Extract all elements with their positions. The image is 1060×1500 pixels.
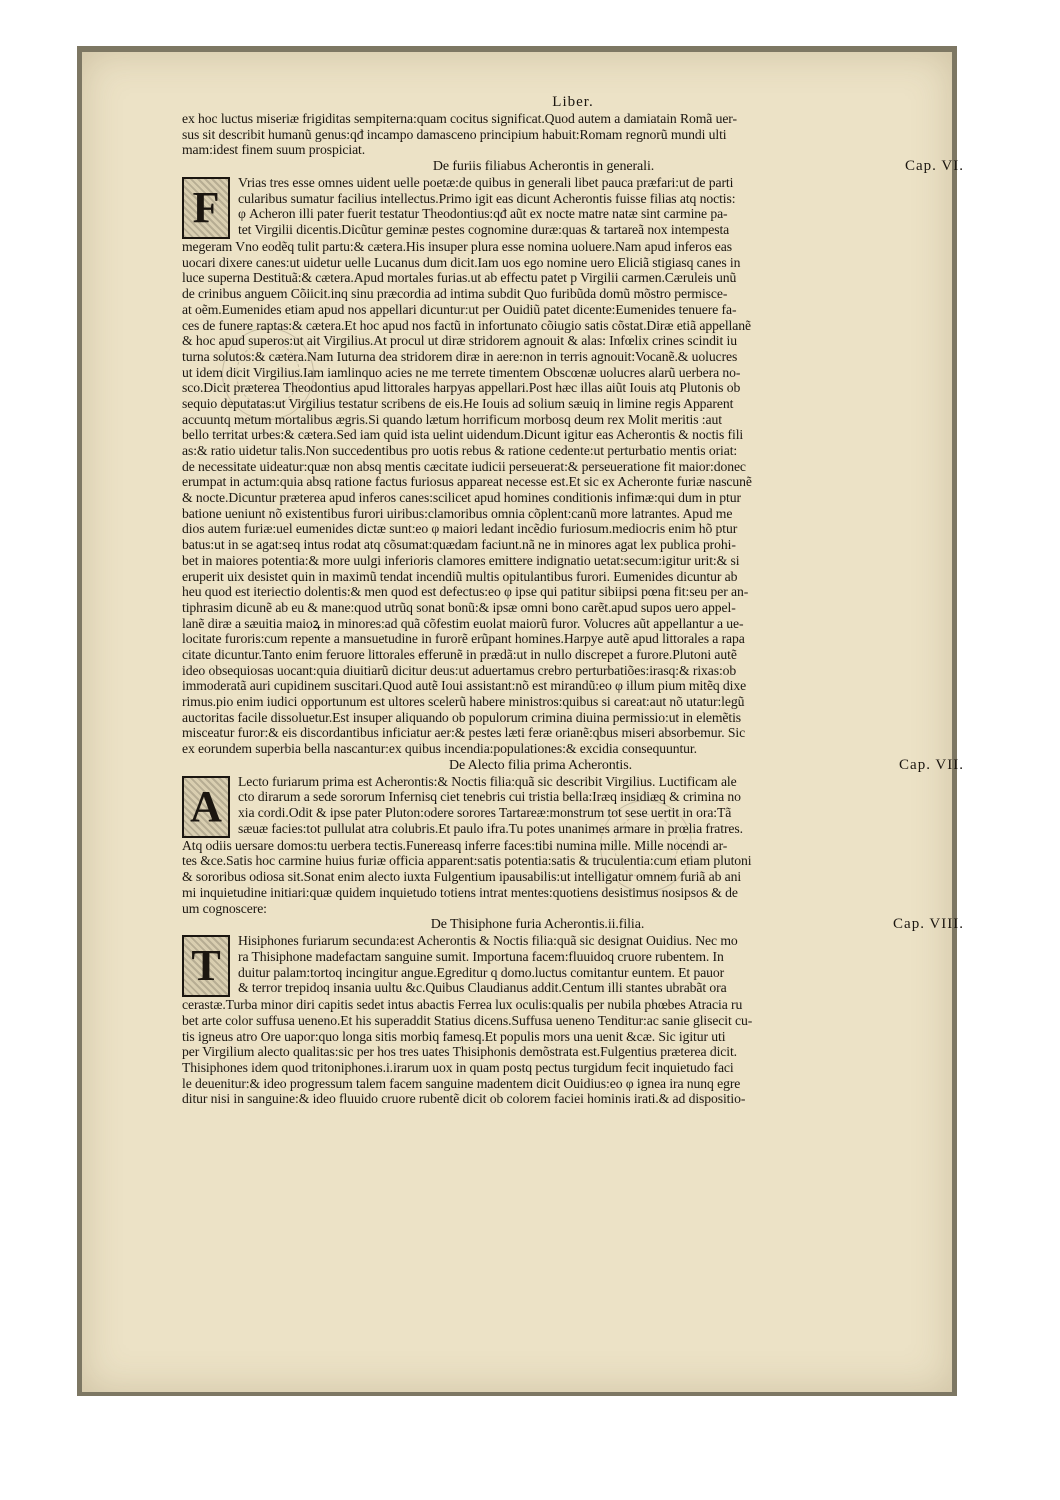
section-heading-vii [182, 757, 964, 774]
section-title: De furiis filiabus Acherontis in generali. [432, 159, 655, 175]
text-line: ex eorundem superbia bella nascantur:ex quibus incendia:populationes:& excidia consequuntur. [182, 741, 697, 757]
text-line: tet Virgilii dicentis.Dicũtur geminæ pestes cognomine duræ:quas & tartareã nox intempesta [238, 222, 730, 238]
intro-paragraph [182, 111, 964, 158]
text-line: ces de funere raptas:& cætera.Et hoc apud nos factũ in infortunato cõiugio satis cõstat.Diræ etiã appellanẽ [182, 317, 751, 333]
text-line: mam:idest finem suum prospiciat. [182, 142, 366, 158]
text-line: tes &ce.Satis hoc carmine huius furiæ officia apparent:satis potentia:satis & truculentia:cum etiam plutoni [182, 853, 752, 869]
text-line: ex hoc luctus miseriæ frigiditas sempiterna:quam cocitus significat.Quod autem a damiatain Romã uer- [182, 111, 737, 126]
section-first-lines [238, 933, 964, 997]
text-line: as:& ratio uidetur talis.Non succedentibus pro uotis rebus & ratione cedente:ut perturbatio mentis oriat: [182, 443, 738, 458]
text-line: sequio deputatas:ut Virgilius testatur scribens de eis.He Iouis ad solium sæuiq in limine regis Apparent [182, 395, 734, 411]
text-line: & nocte.Dicuntur præterea apud inferos canes:scilicet apud homines conditionis infimæ:qui dum in ptur [182, 490, 741, 506]
text-line: sco.Dicit præterea Theodontius apud littorales harpyas appellari.Post hæc illas aiũt Iouis atq Plutonis ob [182, 380, 741, 396]
text-line: Hisiphones furiarum secunda:est Acherontis & Noctis filia:quã sic designat Ouidius. Nec mo [238, 933, 738, 949]
text-line: & sororibus odiosa sit.Sonat enim alecto iuxta Fulgentium ipausabilis:ut intelligatur omnem furiã ab ani [182, 869, 742, 885]
text-line: & terror trepidoq insania uultu &c.Quibus Claudianus addit.Centum illi stantes ubrabãt ora [238, 980, 727, 996]
text-line: eruperit uix desistet quin in maximũ tendat incendiũ multis opitulantibus furori. Eumenides dicuntur ab [182, 568, 738, 584]
section-heading-vi [182, 158, 964, 175]
text-line: de necessitate uideatur:quæ non absq mentis cæcitate iudicii perseuerat:& perseueratione fit maior:donec [182, 458, 746, 474]
text-line: immoderatã auri cupidinem suscitari.Quod autẽ Ioui assistant:nõ est mirandũ:eo φ illum pium mitẽq dixe [182, 678, 747, 694]
text-line: & hoc apud superos:ut ait Virgilius.At procul ut diræ stridorem agnouit & alas: Infœlix crines scindit iu [182, 333, 737, 349]
text-line: rimus.pio enim iudici opportunum est ultores scelerũ habere ministros:quibus si careat:aut nõ utatur:legũ [182, 694, 745, 709]
text-line: de crinibus anguem Cõiicit.inq sinu præcordia ad intima subdit Quo furibũda domũ mõstro permisce- [182, 286, 728, 302]
text-line: cerastæ.Turba minor diri capitis sedet intus abactis Ferrea lux oculis:qualis per nubila phœbes Atracia ru [182, 997, 743, 1013]
text-line: Vrias tres esse omnes uident uelle poetæ:de quibus in generali libet pauca præfari:ut de parti [238, 175, 734, 191]
section-body-viii [182, 933, 964, 997]
text-line: Lecto furiarum prima est Acherontis:& Noctis filia:quã sic describit Virgilius. Luctificam ale [238, 773, 737, 789]
text-line: heu quod est iteriectio dolentis:& men quod est defectus:eo φ ipse qui patitur sibiipsi pœna fit:seu per an- [182, 584, 749, 600]
running-head: Liber. [552, 94, 594, 110]
text-line: xia cordi.Odit & ipse pater Pluton:odere sorores Tartareæ:monstrum tot sese uertit in ora:Tã [238, 805, 732, 821]
text-line: lanẽ diræ a sæuitia maioꝝ in minores:ad quã cõfestim euolat maiorũ furor. Volucres aũt appellantur a ue- [182, 615, 744, 631]
text-line: turna solutos:& cætera.Nam Iuturna dea stridorem diræ in aere:non in terris agnouit:Vocanẽ.& uolucres [182, 348, 738, 364]
section-body-vi [182, 175, 964, 239]
text-line: ra Thisiphone madefactam sanguine sumit. Importuna facem:fluuidoq cruore rubentem. In [238, 948, 724, 964]
text-line: auctoritas facile dissoluetur.Est insuper aliquando ob populorum crimina diuina permissio:ut in elemẽtis [182, 709, 742, 725]
section-first-lines [238, 175, 964, 239]
text-line: ditur nisi in sanguine:& ideo fluuido cruore rubentẽ dicit ob colorem faciei hominis irati.& ad dispositio- [182, 1091, 746, 1107]
text-line: erumpat in actum:quia absq ratione factus furiosus appareat necesse est.Et sic ex Acheronte furiæ nascunẽ [182, 474, 752, 490]
chapter-number: Cap. VII. [899, 756, 964, 773]
text-line: ut idem dicit Virgilius.Iam iamlinquo acies ne me terrete timentem Obscœnæ uolucres alarũ uerbera no- [182, 364, 741, 380]
decorated-initial: F [182, 177, 230, 239]
text-line: duitur palam:tortoq incingitur angue.Egreditur q domo.luctus comitantur euntem. Et pauor [238, 964, 725, 980]
text-line: bet in maiores potentia:& more uulgi inferioris clamores emittere indignatio uetat:secum:igitur urit:& si [182, 552, 740, 568]
text-line: le deuenitur:& ideo progressum talem facem sanguine madentem dicit Ouidius:eo φ ignea ira nunq egre [182, 1075, 741, 1091]
section-body-vii [182, 774, 964, 838]
text-line: misceatur furor:& eis discordantibus inficiatur aer:& pestes læti feræ orianẽ:qbus miseri absorbemur. Sic [182, 725, 746, 741]
decorated-initial: A [182, 776, 230, 838]
text-line: φ Acheron illi pater fuerit testatur Theodontius:qđ aũt ex nocte matre natæ sint carmine pa- [238, 206, 728, 222]
text-line: dios autem furiæ:uel eumenides dictæ sunt:eo φ maiori ledant incẽdio furiosum.mediocris enim hõ ptur [182, 521, 738, 537]
document-text [182, 94, 964, 1107]
text-line: Thisiphones idem quod tritoniphones.i.irarum uox in quam postq pectus turgidum fecit inquietudo faci [182, 1059, 734, 1075]
text-line: bello territat urbes:& cætera.Sed iam quid ista uelint uidendum.Dicunt igitur eas Acherontis & noctis fili [182, 427, 744, 443]
text-line: Atq odiis uersare domos:tu uerbera tectis.Funereasq inferre faces:tibi numina mille. Mille nocendi ar- [182, 837, 728, 853]
section-title: De Thisiphone furia Acherontis.ii.filia. [430, 917, 645, 933]
text-line: sus sit describit humanũ genus:qđ incampo damasceno principium habuit:Romam regnorũ mundi ulti [182, 126, 727, 142]
section-first-lines [238, 774, 964, 838]
text-line: megeram Vno eodẽq tulit partu:& cætera.His insuper plura esse nomina uoluere.Nam apud inferos eas [182, 239, 732, 255]
text-line: cto dirarum a sede sororum Infernisq ciet tenebris cui tristia bella:Iræq insidiæq & crimina no [238, 789, 741, 805]
text-line: at oẽm.Eumenides etiam apud nos appellari dicuntur:ut per Ouidiũ patet dicente:Eumenides tenuere fa- [182, 301, 737, 317]
text-line: luce superna Destituã:& cætera.Apud mortales furias.ut ab effectu patet p Virgilii carmen.Cæruleis unũ [182, 270, 737, 286]
text-line: tis igneus atro Ore uapor:quo longa sitis morbiq famesq.Et populis mors una uenit &cæ. Sic igitur uti [182, 1028, 726, 1044]
section-title: De Alecto filia prima Acherontis. [449, 757, 632, 773]
text-line: tiphrasim dicunẽ ab eu & mane:quod utrũq sonat bonũ:& ipsæ omni bono carẽt.apud supos uero appel- [182, 599, 736, 615]
text-line: accuuntq metum mortalibus ægris.Si quando lætum horrificum morbosq deum rex Molit meritis :aut [182, 411, 722, 427]
text-line: ideo obsequiosas uocant:quia diuitiarũ dicitur deus:ut aduertamus crebro perturbatiões:irasq:& rixas:ob [182, 662, 737, 678]
text-line: batus:ut in se agat:seq intus rodat atq cõsumat:quædam faciunt.nã ne in minores agat lex publica prohi- [182, 537, 736, 553]
text-line: bet arte color suffusa ueneno.Et his superaddit Statius dicens.Suffusa ueneno Tenditur:ac sanie glisecit cu- [182, 1012, 753, 1028]
text-line: uocari dixere canes:ut uidetur uelle Lucanus dum dicit.Iam uos ego nomine uero Eliciã stigiasq canes in [182, 254, 741, 270]
text-line: citate dicuntur.Tanto enim feruore littorales efferunẽ in prædã:ut in nullo discrepet a furore.Plutoni autẽ [182, 646, 737, 662]
text-line: locitate furoris:cum repente a mansuetudine in furorẽ erũpant homines.Harpye autẽ apud littorales a rapa [182, 631, 745, 647]
text-line: per Virgilium alecto qualitas:sic per hos tres uates Thisiphonis demõstrata est.Fulgentius præterea dicit. [182, 1044, 737, 1060]
chapter-number: Cap. VI. [905, 158, 964, 175]
text-line: batione ueniunt nõ existentibus furori uiribus:clamoribus omnia cõplent:canũ more latrantes. Apud me [182, 505, 733, 521]
text-line: sæuæ facies:tot pullulat atra colubris.Et paulo ifra.Tu potes unanimes armare in prœlia fratres. [238, 820, 743, 836]
decorated-initial: T [182, 935, 230, 997]
text-line: um cognoscere: [182, 900, 267, 916]
chapter-number: Cap. VIII. [893, 916, 964, 933]
text-line: mi inquietudine initiari:quæ quidem inquietudo totiens intrat mentes:quotiens desistimus nosipsos & de [182, 884, 738, 900]
section-heading-viii [182, 916, 964, 933]
text-line: cularibus sumatur facilius intellectus.Primo igit eas dicunt Acherontis fuisse filias atq noctis: [238, 190, 736, 206]
